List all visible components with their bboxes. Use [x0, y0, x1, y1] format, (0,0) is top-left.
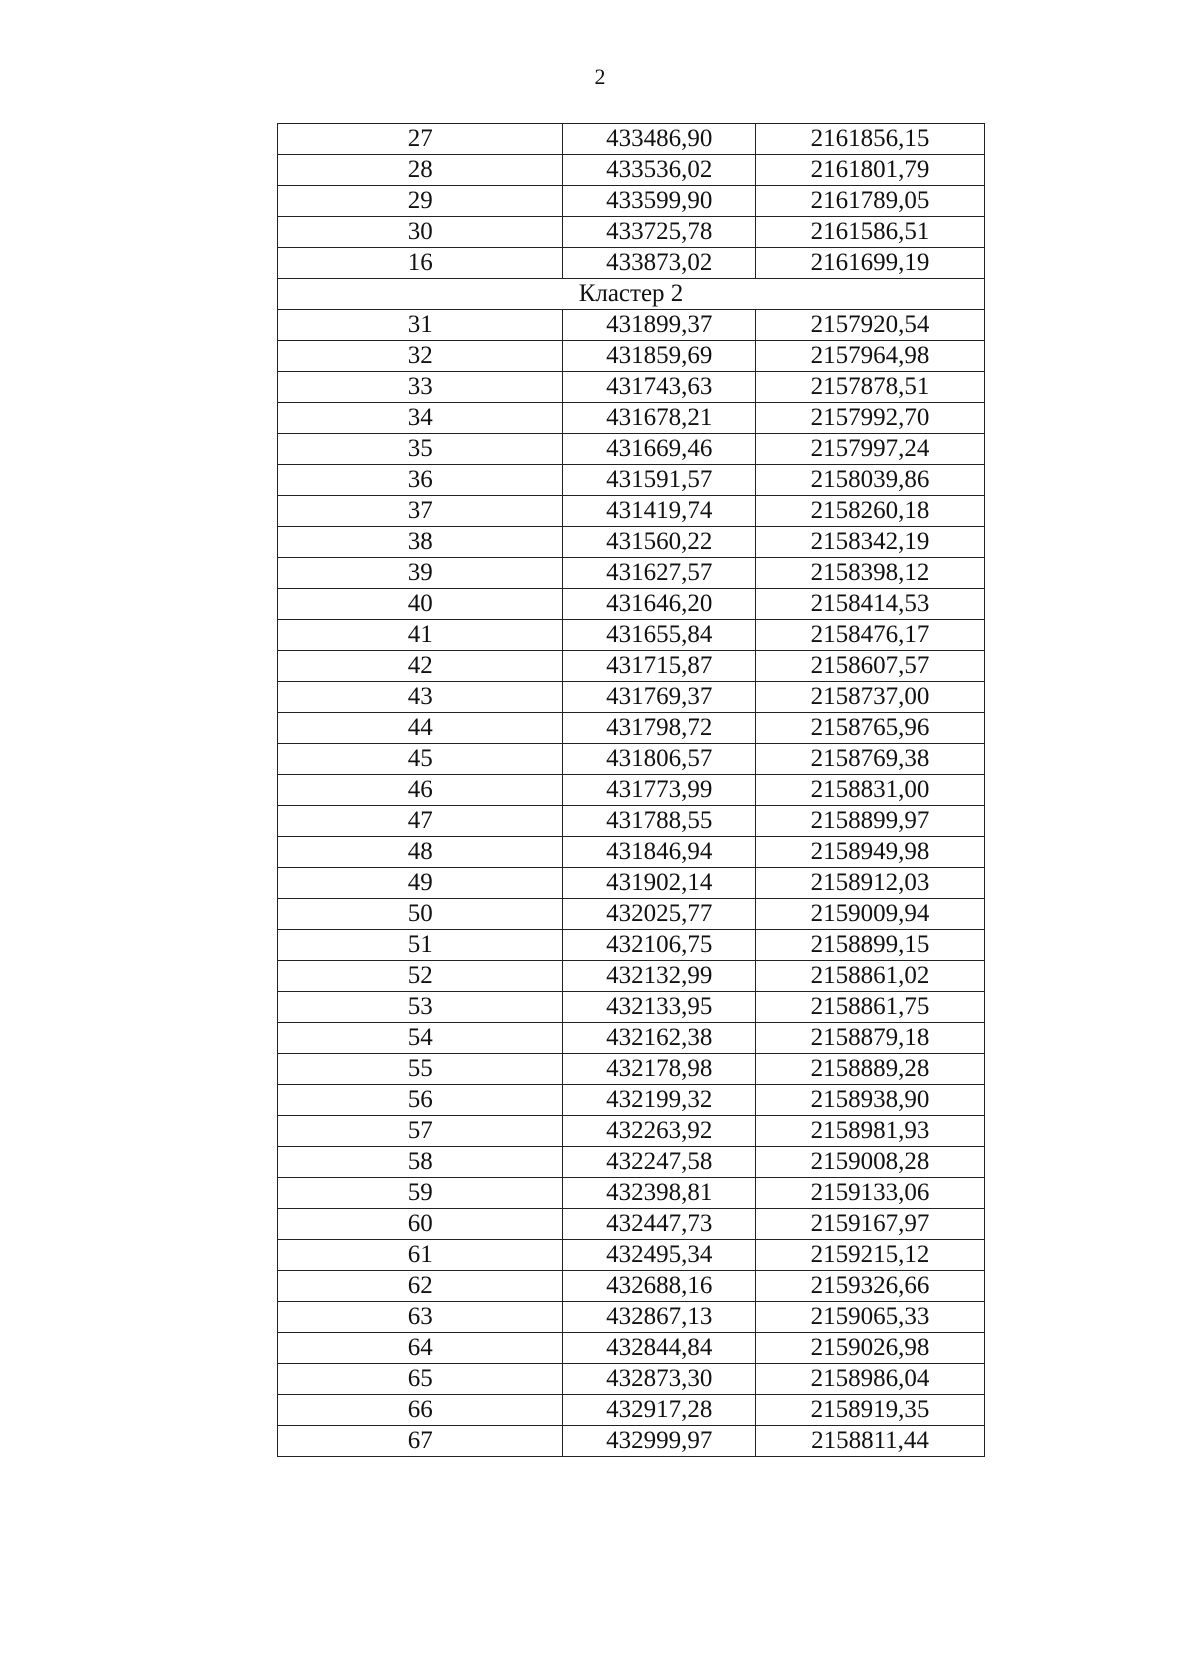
- point-number-cell: 37: [278, 496, 563, 527]
- point-number-cell: 47: [278, 806, 563, 837]
- y-coordinate-cell: 2158986,04: [756, 1364, 985, 1395]
- y-coordinate-cell: 2158039,86: [756, 465, 985, 496]
- x-coordinate-cell: 431743,63: [563, 372, 756, 403]
- y-coordinate-cell: 2158769,38: [756, 744, 985, 775]
- point-number-cell: 34: [278, 403, 563, 434]
- point-number-cell: 46: [278, 775, 563, 806]
- x-coordinate-cell: 431899,37: [563, 310, 756, 341]
- table-row: [278, 620, 985, 651]
- point-number-cell: 41: [278, 620, 563, 651]
- table-row: [278, 744, 985, 775]
- point-number-cell: 33: [278, 372, 563, 403]
- y-coordinate-cell: 2158414,53: [756, 589, 985, 620]
- y-coordinate-cell: 2158342,19: [756, 527, 985, 558]
- y-coordinate-cell: 2158899,15: [756, 930, 985, 961]
- x-coordinate-cell: 431560,22: [563, 527, 756, 558]
- y-coordinate-cell: 2161789,05: [756, 186, 985, 217]
- table-row: [278, 1209, 985, 1240]
- table-row: [278, 806, 985, 837]
- table-row: [278, 992, 985, 1023]
- x-coordinate-cell: 432867,13: [563, 1302, 756, 1333]
- x-coordinate-cell: 431715,87: [563, 651, 756, 682]
- table-row: [278, 186, 985, 217]
- y-coordinate-cell: 2157992,70: [756, 403, 985, 434]
- y-coordinate-cell: 2157878,51: [756, 372, 985, 403]
- table-row: [278, 155, 985, 186]
- table-row: [278, 1054, 985, 1085]
- table-row: [278, 1364, 985, 1395]
- coordinates-table-body: [278, 124, 985, 1457]
- point-number-cell: 55: [278, 1054, 563, 1085]
- point-number-cell: 45: [278, 744, 563, 775]
- y-coordinate-cell: 2158949,98: [756, 837, 985, 868]
- x-coordinate-cell: 432106,75: [563, 930, 756, 961]
- x-coordinate-cell: 432133,95: [563, 992, 756, 1023]
- point-number-cell: 28: [278, 155, 563, 186]
- table-row: [278, 465, 985, 496]
- table-row: [278, 1426, 985, 1457]
- table-row: [278, 1116, 985, 1147]
- x-coordinate-cell: 431669,46: [563, 434, 756, 465]
- x-coordinate-cell: 431806,57: [563, 744, 756, 775]
- table-row: [278, 837, 985, 868]
- point-number-cell: 50: [278, 899, 563, 930]
- y-coordinate-cell: 2158861,02: [756, 961, 985, 992]
- x-coordinate-cell: 432917,28: [563, 1395, 756, 1426]
- table-row: [278, 682, 985, 713]
- x-coordinate-cell: 431773,99: [563, 775, 756, 806]
- table-row: [278, 1302, 985, 1333]
- table-row: [278, 372, 985, 403]
- x-coordinate-cell: 432999,97: [563, 1426, 756, 1457]
- table-row: [278, 899, 985, 930]
- y-coordinate-cell: 2158811,44: [756, 1426, 985, 1457]
- x-coordinate-cell: 431846,94: [563, 837, 756, 868]
- x-coordinate-cell: 433873,02: [563, 248, 756, 279]
- point-number-cell: 56: [278, 1085, 563, 1116]
- y-coordinate-cell: 2158398,12: [756, 558, 985, 589]
- x-coordinate-cell: 433536,02: [563, 155, 756, 186]
- y-coordinate-cell: 2158912,03: [756, 868, 985, 899]
- point-number-cell: 51: [278, 930, 563, 961]
- y-coordinate-cell: 2158607,57: [756, 651, 985, 682]
- x-coordinate-cell: 431788,55: [563, 806, 756, 837]
- x-coordinate-cell: 432447,73: [563, 1209, 756, 1240]
- point-number-cell: 60: [278, 1209, 563, 1240]
- x-coordinate-cell: 432495,34: [563, 1240, 756, 1271]
- y-coordinate-cell: 2161699,19: [756, 248, 985, 279]
- x-coordinate-cell: 431591,57: [563, 465, 756, 496]
- point-number-cell: 52: [278, 961, 563, 992]
- point-number-cell: 57: [278, 1116, 563, 1147]
- y-coordinate-cell: 2159065,33: [756, 1302, 985, 1333]
- y-coordinate-cell: 2157997,24: [756, 434, 985, 465]
- table-row: [278, 217, 985, 248]
- table-row: [278, 434, 985, 465]
- table-row: [278, 1271, 985, 1302]
- cluster-label: Кластер 2: [278, 279, 985, 310]
- point-number-cell: 65: [278, 1364, 563, 1395]
- table-row: [278, 775, 985, 806]
- point-number-cell: 63: [278, 1302, 563, 1333]
- x-coordinate-cell: 432263,92: [563, 1116, 756, 1147]
- point-number-cell: 30: [278, 217, 563, 248]
- point-number-cell: 62: [278, 1271, 563, 1302]
- table-row: [278, 1395, 985, 1426]
- y-coordinate-cell: 2158831,00: [756, 775, 985, 806]
- table-row: [278, 1023, 985, 1054]
- table-row: [278, 713, 985, 744]
- y-coordinate-cell: 2158981,93: [756, 1116, 985, 1147]
- point-number-cell: 44: [278, 713, 563, 744]
- y-coordinate-cell: 2158889,28: [756, 1054, 985, 1085]
- x-coordinate-cell: 432199,32: [563, 1085, 756, 1116]
- table-row: [278, 1147, 985, 1178]
- point-number-cell: 64: [278, 1333, 563, 1364]
- x-coordinate-cell: 432873,30: [563, 1364, 756, 1395]
- x-coordinate-cell: 431798,72: [563, 713, 756, 744]
- table-row: [278, 1085, 985, 1116]
- table-row: [278, 248, 985, 279]
- x-coordinate-cell: 431646,20: [563, 589, 756, 620]
- point-number-cell: 39: [278, 558, 563, 589]
- point-number-cell: 27: [278, 124, 563, 155]
- point-number-cell: 42: [278, 651, 563, 682]
- table-row: [278, 1240, 985, 1271]
- x-coordinate-cell: 432162,38: [563, 1023, 756, 1054]
- coordinates-table: [277, 123, 985, 1457]
- table-row: [278, 124, 985, 155]
- y-coordinate-cell: 2159009,94: [756, 899, 985, 930]
- point-number-cell: 48: [278, 837, 563, 868]
- page-number: 2: [594, 64, 606, 89]
- x-coordinate-cell: 432247,58: [563, 1147, 756, 1178]
- y-coordinate-cell: 2159026,98: [756, 1333, 985, 1364]
- point-number-cell: 31: [278, 310, 563, 341]
- table-row: [278, 558, 985, 589]
- x-coordinate-cell: 432844,84: [563, 1333, 756, 1364]
- y-coordinate-cell: 2158879,18: [756, 1023, 985, 1054]
- y-coordinate-cell: 2158899,97: [756, 806, 985, 837]
- cluster-header-row: [278, 279, 985, 310]
- y-coordinate-cell: 2158476,17: [756, 620, 985, 651]
- table-row: [278, 930, 985, 961]
- table-row: [278, 496, 985, 527]
- y-coordinate-cell: 2157920,54: [756, 310, 985, 341]
- point-number-cell: 35: [278, 434, 563, 465]
- table-row: [278, 341, 985, 372]
- x-coordinate-cell: 431655,84: [563, 620, 756, 651]
- point-number-cell: 53: [278, 992, 563, 1023]
- y-coordinate-cell: 2157964,98: [756, 341, 985, 372]
- y-coordinate-cell: 2158737,00: [756, 682, 985, 713]
- y-coordinate-cell: 2159215,12: [756, 1240, 985, 1271]
- table-row: [278, 1333, 985, 1364]
- point-number-cell: 40: [278, 589, 563, 620]
- y-coordinate-cell: 2161586,51: [756, 217, 985, 248]
- table-row: [278, 961, 985, 992]
- x-coordinate-cell: 433486,90: [563, 124, 756, 155]
- point-number-cell: 54: [278, 1023, 563, 1054]
- table-row: [278, 868, 985, 899]
- y-coordinate-cell: 2158938,90: [756, 1085, 985, 1116]
- x-coordinate-cell: 431419,74: [563, 496, 756, 527]
- x-coordinate-cell: 432178,98: [563, 1054, 756, 1085]
- table-row: [278, 527, 985, 558]
- point-number-cell: 38: [278, 527, 563, 558]
- table-row: [278, 651, 985, 682]
- y-coordinate-cell: 2158260,18: [756, 496, 985, 527]
- table-row: [278, 403, 985, 434]
- x-coordinate-cell: 431902,14: [563, 868, 756, 899]
- x-coordinate-cell: 431627,57: [563, 558, 756, 589]
- x-coordinate-cell: 432398,81: [563, 1178, 756, 1209]
- point-number-cell: 58: [278, 1147, 563, 1178]
- point-number-cell: 16: [278, 248, 563, 279]
- table-row: [278, 310, 985, 341]
- y-coordinate-cell: 2158919,35: [756, 1395, 985, 1426]
- y-coordinate-cell: 2161801,79: [756, 155, 985, 186]
- y-coordinate-cell: 2159008,28: [756, 1147, 985, 1178]
- y-coordinate-cell: 2159133,06: [756, 1178, 985, 1209]
- y-coordinate-cell: 2159167,97: [756, 1209, 985, 1240]
- y-coordinate-cell: 2158861,75: [756, 992, 985, 1023]
- y-coordinate-cell: 2158765,96: [756, 713, 985, 744]
- y-coordinate-cell: 2159326,66: [756, 1271, 985, 1302]
- x-coordinate-cell: 433725,78: [563, 217, 756, 248]
- point-number-cell: 67: [278, 1426, 563, 1457]
- x-coordinate-cell: 433599,90: [563, 186, 756, 217]
- x-coordinate-cell: 431859,69: [563, 341, 756, 372]
- x-coordinate-cell: 432132,99: [563, 961, 756, 992]
- x-coordinate-cell: 431678,21: [563, 403, 756, 434]
- x-coordinate-cell: 431769,37: [563, 682, 756, 713]
- x-coordinate-cell: 432688,16: [563, 1271, 756, 1302]
- point-number-cell: 36: [278, 465, 563, 496]
- point-number-cell: 66: [278, 1395, 563, 1426]
- point-number-cell: 43: [278, 682, 563, 713]
- point-number-cell: 59: [278, 1178, 563, 1209]
- point-number-cell: 29: [278, 186, 563, 217]
- y-coordinate-cell: 2161856,15: [756, 124, 985, 155]
- point-number-cell: 32: [278, 341, 563, 372]
- table-row: [278, 589, 985, 620]
- x-coordinate-cell: 432025,77: [563, 899, 756, 930]
- table-row: [278, 1178, 985, 1209]
- point-number-cell: 61: [278, 1240, 563, 1271]
- point-number-cell: 49: [278, 868, 563, 899]
